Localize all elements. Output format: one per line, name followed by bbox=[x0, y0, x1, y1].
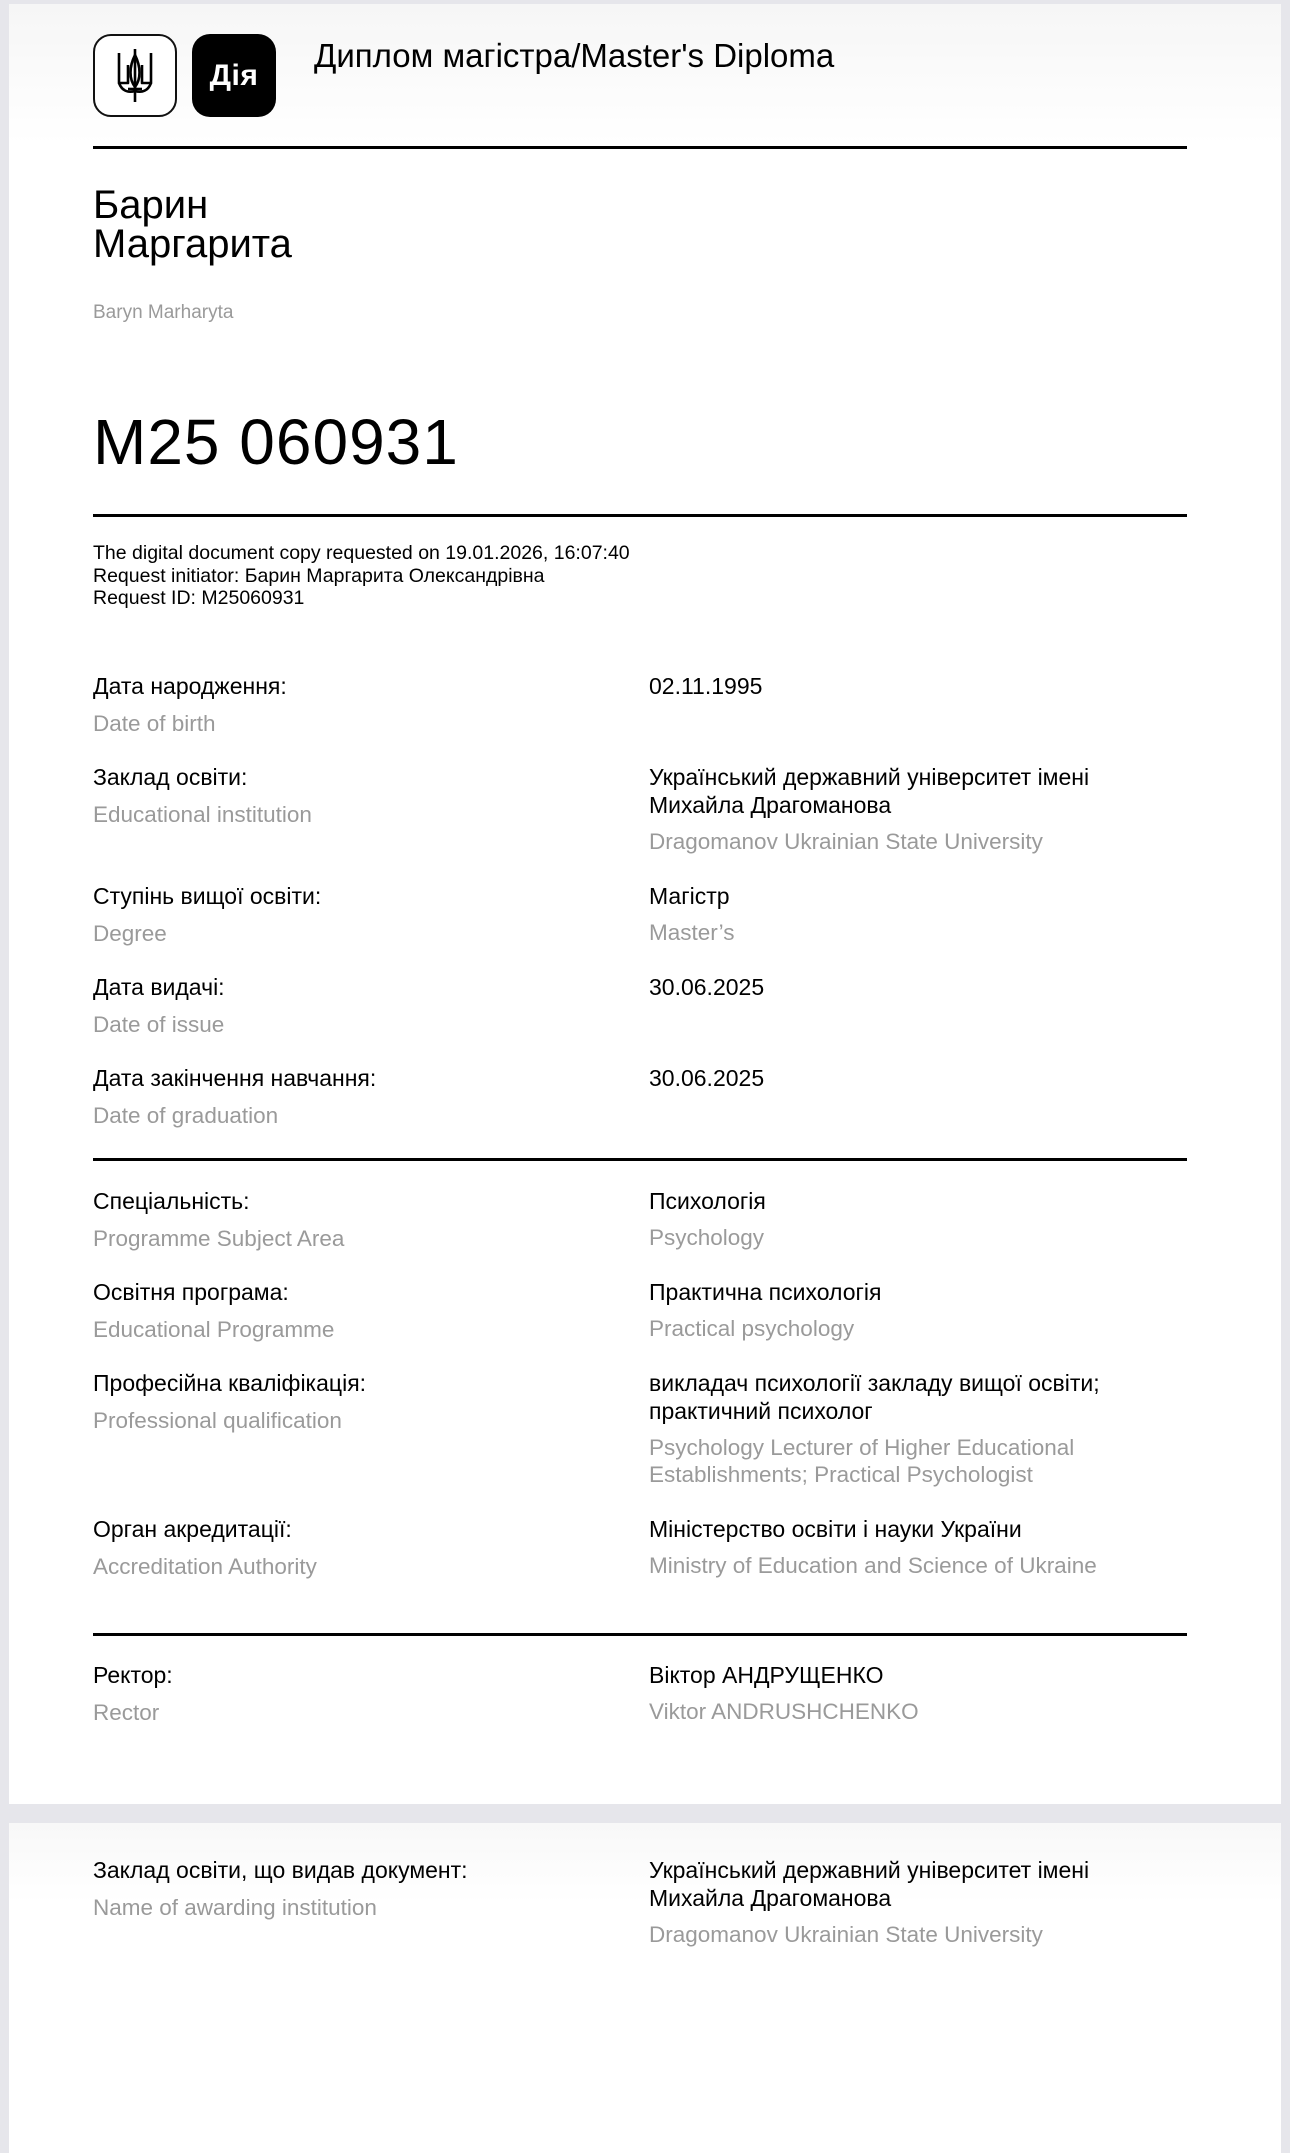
divider bbox=[93, 146, 1187, 149]
field-label-en: Date of graduation bbox=[93, 1103, 279, 1128]
request-date: The digital document copy requested on 19.01.2026, 16:07:40 bbox=[93, 542, 630, 564]
diia-logo bbox=[192, 34, 276, 117]
field-label: Орган акредитації: bbox=[93, 1516, 292, 1542]
field-value: Український державний університет імені Михайла Драгоманова bbox=[649, 764, 1090, 818]
trident-logo bbox=[93, 34, 177, 117]
field-label: Дата закінчення навчання: bbox=[93, 1065, 377, 1091]
field-value: Практична психологія bbox=[649, 1279, 882, 1305]
field-value: Магістр bbox=[649, 883, 730, 909]
divider bbox=[93, 1158, 1187, 1161]
field-label-en: Name of awarding institution bbox=[93, 1895, 377, 1920]
field-value-en: Practical psychology bbox=[649, 1316, 855, 1341]
divider bbox=[93, 514, 1187, 517]
field-value-en: Dragomanov Ukrainian State University bbox=[649, 1922, 1043, 1947]
field-label-en: Programme Subject Area bbox=[93, 1226, 345, 1251]
document-title: Диплом магістра/Master's Diploma bbox=[314, 37, 835, 74]
field-label: Дата видачі: bbox=[93, 974, 225, 1000]
field-label-en: Date of birth bbox=[93, 711, 216, 736]
field-value-en: Viktor ANDRUSHCHENKO bbox=[649, 1699, 919, 1724]
field-label: Дата народження: bbox=[93, 673, 287, 699]
field-value: 02.11.1995 bbox=[649, 673, 763, 699]
holder-given-name: Маргарита bbox=[93, 222, 292, 266]
field-value-en: Psychology bbox=[649, 1225, 765, 1250]
request-initiator: Request initiator: Барин Маргарита Олександрівна bbox=[93, 564, 545, 587]
field-label: Ректор: bbox=[93, 1662, 173, 1688]
field-label-en: Degree bbox=[93, 921, 167, 946]
field-value-en: Ministry of Education and Science of Ukraine bbox=[649, 1553, 1097, 1578]
field-value: 30.06.2025 bbox=[649, 974, 765, 1000]
request-id: Request ID: M25060931 bbox=[93, 587, 305, 609]
field-value: Український державний університет імені Михайла Драгоманова bbox=[649, 1857, 1090, 1911]
holder-surname: Барин bbox=[93, 183, 209, 227]
field-value: Психологія bbox=[649, 1188, 766, 1214]
field-label: Професійна кваліфікація: bbox=[93, 1370, 367, 1396]
field-label: Освітня програма: bbox=[93, 1279, 289, 1305]
field-value: Міністерство освіти і науки України bbox=[649, 1516, 1022, 1542]
field-value: Віктор АНДРУЩЕНКО bbox=[649, 1662, 884, 1688]
field-value: викладач психології закладу вищої освіти; практичний психолог bbox=[649, 1370, 1100, 1424]
field-label: Заклад освіти, що видав документ: bbox=[93, 1857, 468, 1883]
field-value-en: Psychology Lecturer of Higher Educational Establishments; Practical Psychologist bbox=[649, 1435, 1075, 1487]
field-label-en: Educational Programme bbox=[93, 1317, 335, 1342]
field-label-en: Educational institution bbox=[93, 802, 312, 827]
field-label: Ступінь вищої освіти: bbox=[93, 883, 322, 909]
diia-logo-text: Дія bbox=[209, 58, 259, 92]
field-value: 30.06.2025 bbox=[649, 1065, 765, 1091]
document-number: M25 060931 bbox=[93, 406, 459, 478]
field-value-en: Master’s bbox=[649, 920, 735, 945]
field-label: Заклад освіти: bbox=[93, 764, 248, 790]
request-info bbox=[93, 542, 630, 610]
divider bbox=[93, 1633, 1187, 1636]
field-label-en: Rector bbox=[93, 1700, 160, 1725]
holder-latin-name: Baryn Marharyta bbox=[93, 302, 234, 323]
field-label-en: Date of issue bbox=[93, 1012, 225, 1037]
field-label-en: Professional qualification bbox=[93, 1408, 342, 1433]
field-label: Спеціальність: bbox=[93, 1188, 250, 1214]
trident-icon bbox=[116, 47, 154, 105]
field-value-en: Dragomanov Ukrainian State University bbox=[649, 829, 1043, 854]
holder-name bbox=[93, 183, 292, 266]
field-label-en: Accreditation Authority bbox=[93, 1554, 317, 1579]
